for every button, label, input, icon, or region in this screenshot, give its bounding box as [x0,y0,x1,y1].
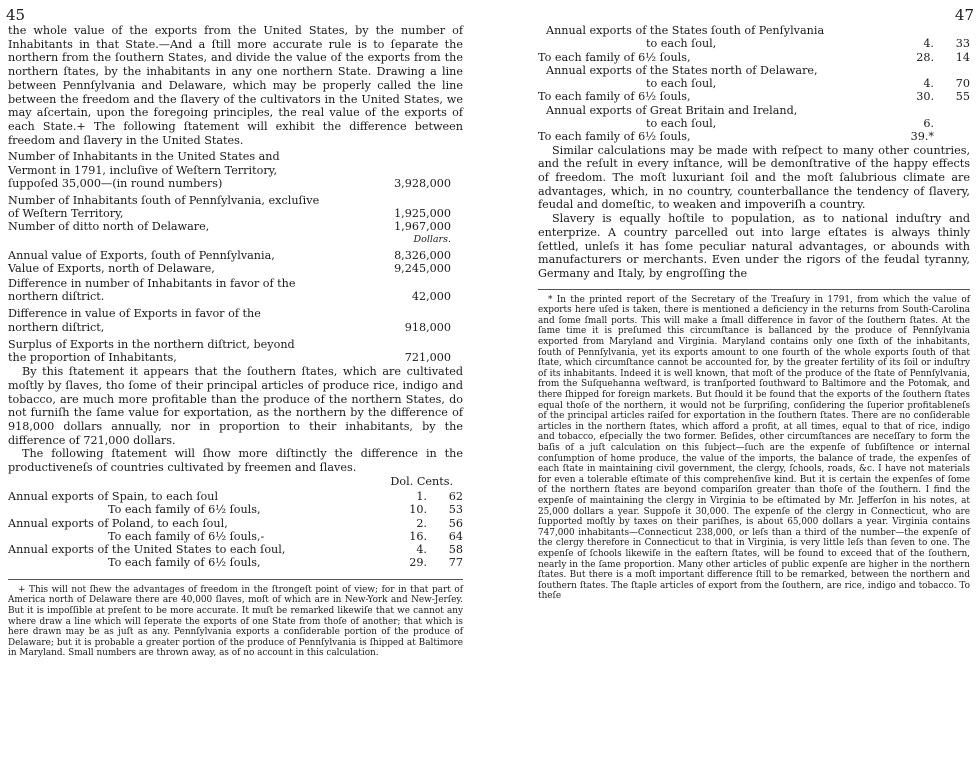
unit-label: Dollars. [413,233,451,245]
export-dollars: 16. [409,529,427,543]
statement-row [8,194,463,220]
export-dollars: 28. [916,50,934,64]
left-column [8,24,463,659]
export-cents: 70 [955,77,970,91]
right-page [500,0,980,763]
export-cents: 56 [448,516,463,530]
statement-value: 1,925,000 [394,207,451,221]
footnote-divider [538,289,970,290]
export-label: Annual exports of the States ſouth of Penſylvania [546,24,825,37]
value-row [8,338,463,364]
export-dollars: 1. [416,490,427,503]
export-value-statement [8,249,463,365]
export-row [8,530,463,543]
export-dollars: 4. [923,77,934,91]
export-cents: 33 [955,37,970,51]
export-row [538,90,970,103]
export-row [538,117,970,130]
export-dollars: 39.* [910,130,934,144]
statement-label: Number of Inhabitants in the United States and Vermont in 1791, incluſive of Weſtern Territory, ſuppoſed 35,000—(in round numbers) [8,150,280,190]
statement-value: 1,967,000 [394,220,451,234]
export-label: Annual exports of the States north of Delaware, [546,63,818,77]
export-dollars: 29. [409,556,427,570]
export-dollars: 2. [416,516,427,530]
export-label: To each family of 6½ ſouls, [538,130,691,144]
value-row [8,262,463,275]
value-label: Value of Exports, north of Delaware, [8,261,215,275]
export-table-right [538,24,970,144]
export-row [538,37,970,50]
statement-label: Number of ditto north of Delaware, [8,220,210,234]
export-cents: 55 [955,90,970,104]
table-header: Dol. Cents. [390,474,453,488]
export-cents: 58 [448,543,463,557]
export-label: to each ſoul, [646,77,717,91]
export-row [8,490,463,503]
export-row [538,64,970,77]
export-cents: 62 [448,490,463,503]
export-label: Annual exports of the United States to each ſoul, [8,543,286,557]
statement-value: 3,928,000 [394,176,451,190]
export-row [8,517,463,530]
export-cents: 77 [448,556,463,570]
left-page [0,0,480,763]
lead-in-paragraph: The following ſtatement will ſhow more diſtinctly the difference in the productiveneſs of countries cultivated by freemen and ſlaves. [8,447,463,475]
export-cents: 53 [448,503,463,517]
value-amount: 918,000 [404,320,451,334]
export-label: To each family of 6½ ſouls, [538,50,691,64]
export-cents: 14 [955,50,970,64]
export-label: Annual exports of Spain, to each ſoul [8,490,219,503]
export-row [538,77,970,90]
export-cents: 64 [448,529,463,543]
value-row [8,307,463,333]
export-row [538,104,970,117]
right-column [538,24,970,602]
export-label: Annual exports of Great Britain and Ireland, [546,103,798,117]
export-dollars: 30. [916,90,934,104]
statement-label: Number of Inhabitants ſouth of Pennſylvania, excluſive of Weſtern Territory, [8,193,320,221]
value-amount: 8,326,000 [394,248,451,262]
footnote-left: + This will not ſhew the advantages of freedom in the ſtrongeſt point of view; for in that part of America north of Delaware there are 40,000 ſlaves, moſt of which are in New-York and New-Jerſey. But it is impoſſible at preſent to be more accurate. It muſt be remarked likewiſe that we cannot any where draw a line which will ſeperate the exports of one State from thoſe of another; that which is here drawn may be as juſt as any. Pennſylvania exports a conſiderable portion of the produce of Delaware; but it is probable a greater portion of the produce of Pennſylvania is ſhipped at Baltimore in Maryland. Small numbers are thrown away, as of no account in this calculation. [8,584,463,659]
export-label: to each ſoul, [646,37,717,51]
export-dollars: 4. [416,543,427,557]
page-number-left: 45 [6,6,26,24]
value-label: Difference in value of Exports in favor of the northern diſtrict, [8,307,261,334]
export-label: To each family of 6½ ſouls, [108,503,261,517]
value-row [8,249,463,262]
export-label: Annual exports of Poland, to each ſoul, [8,516,228,530]
export-label: To each family of 6½ ſouls, [538,90,691,104]
export-cents [934,130,970,143]
value-amount: 721,000 [404,350,451,364]
export-row [8,503,463,516]
export-row [538,130,970,143]
export-table-left [8,490,463,570]
footnote-divider [8,579,463,580]
export-label: To each family of 6½ ſouls, [108,556,261,570]
export-cents [934,117,970,130]
value-row [8,277,463,303]
export-row [8,556,463,569]
body-paragraph: Similar calculations may be made with reſpect to many other countries, and the reſult in every inſtance, will be demonſtrative of the happy effects of freedom. The moſt luxuriant ſoil and the moſt ſalubrious climate are advantages, which, in no country, counterballance the tendency of ſlavery, feudal and domeſtic, to weaken and impoveriſh a country. [538,143,970,212]
value-amount: 9,245,000 [394,261,451,275]
export-row [538,24,970,37]
population-statement [8,150,463,244]
export-dollars: 6. [923,117,934,131]
export-dollars: 4. [923,37,934,51]
body-paragraph: Slavery is equally hoſtile to population, as to national induſtry and enterprize. A country parcelled out into large eſtates is always thinly ſettled, unleſs it has ſome peculiar natural advantages, or abounds with manufacturers or merchants. Even under the rigors of the feudal tyranny, Germany and Italy, by engroſſing the [538,212,970,280]
export-row [8,543,463,556]
export-row [538,51,970,64]
value-amount: 42,000 [411,290,451,304]
footnote-right: * In the printed report of the Secretary of the Treaſury in 1791, from which the value of exports here uſed is taken, there is mentioned a deficiency in the returns from South-Carolina and ſome ſmall ports. This will make a ſmall difference in favor of the ſouthern ſtates. At the ſame time it is preſumed this circumſtance is ballanced by the produce of Pennſylvania exported from Maryland and Virginia. Maryland contains only one ſixth of the inhabitants, ſouth of Pennſylvania, yet its exports amount to one fourth of the whole exports ſouth of that ſtate, which circumſtance cannot be accounted for, by the greater fertility of its ſoil or induſtry of its inhabitants. Indeed it is well known, that moſt of the produce of the ſtate of Pennſylvania, from the Suſquehanna weſtward, is tranſported ſouthward to Baltimore and the Potomak, and there ſhipped for foreign markets. But ſhould it be found that the exports of the ſouthern ſtates equal thoſe of the northern, it would not be ſurpriſing, conſidering the ſuperior profitableneſs of the principal articles raiſed for exportation in the ſouthern ſtates. There are no conſiderable articles in the northern ſtates, which afford a profit, at all times, equal to that of rice, indigo and tobacco, eſpecially the two former. Beſides, other circumſtances are neceſſary to form the baſis of a juſt calculation on this ſubject—ſuch are the expenſe of ſubſiſtence or internal conſumption of home produce, the value of the imports, the balance of trade, the expenſes of each ſtate in maintaining civil government, the clergy, ſchools, roads, &c. I have not materials for even a tolerable eſtimate of this comprehenſive kind. But it is certain the expenſes of ſome of the northern ſtates are beyond compariſon greater than thoſe of the ſouthern. I find the expenſe of maintaining the clergy in Virginia to be eſtimated by Mr. Jefferſon in his notes, at 25,000 dollars a year. Suppoſe it 30,000. The expenſe of the clergy in Connecticut, who are ſupported moſtly by taxes on their pariſhes, is about 65,000 dollars a year. Virginia contains 747,000 inhabitants—Connecticut 238,000, or leſs than a third of the number—the expenſe of the clergy therefore in Connecticut to that in Virginia, is very little leſs than ſeven to one. The expenſe of ſchools likewiſe in the eaſtern ſtates, will be found to exceed that of the ſouthern, nearly in the ſame proportion. Many other articles of public expenſe are higher in the northern ſtates. But there is a moſt important difference ſtill to be remarked, between the northern and ſouthern ſtates. The ſtaple articles of export from the ſouthern, are rice, indigo and tobacco. To theſe [538,294,970,602]
value-label: Difference in number of Inhabitants in favor of the northern diſtrict. [8,276,296,304]
intro-paragraph: the whole value of the exports from the United States, by the number of Inhabitants in that State.—And a ſtill more accurate rule is to ſeparate the northern from the ſouthern States, and divide the value of the exports from the northern ſtates, by the inhabitants in any one northern State. Drawing a line between Pennſylvania and Delaware, which may be properly called the line between the freedom and the ſlavery of the cultivators in the United States, we may aſcertain, upon the foregoing principles, the real value of the exports of each State.+ The following ſtatement will exhibit the difference between freedom and ſlavery in the United States. [8,24,463,147]
export-dollars: 10. [409,503,427,517]
value-label: Surplus of Exports in the northern diſtrict, beyond the proportion of Inhabitants, [8,337,295,364]
export-label: To each family of 6½ ſouls,- [108,529,265,543]
value-label: Annual value of Exports, ſouth of Pennſylvania, [8,248,275,262]
page-number-right: 47 [954,6,974,24]
body-paragraph: By this ſtatement it appears that the ſouthern ſtates, which are cultivated moſtly by ſlaves, tho ſome of their principal articles of produce rice, indigo and tobacco, are much more profitable than the produce of the northern States, do not furniſh the ſame value for exportation, as the northern by the difference of 918,000 dollars annually, nor in proportion to their inhabitants, by the difference of 721,000 dollars. [8,365,463,447]
export-label: to each ſoul, [646,117,717,131]
statement-row [8,150,463,190]
statement-row [8,220,463,233]
